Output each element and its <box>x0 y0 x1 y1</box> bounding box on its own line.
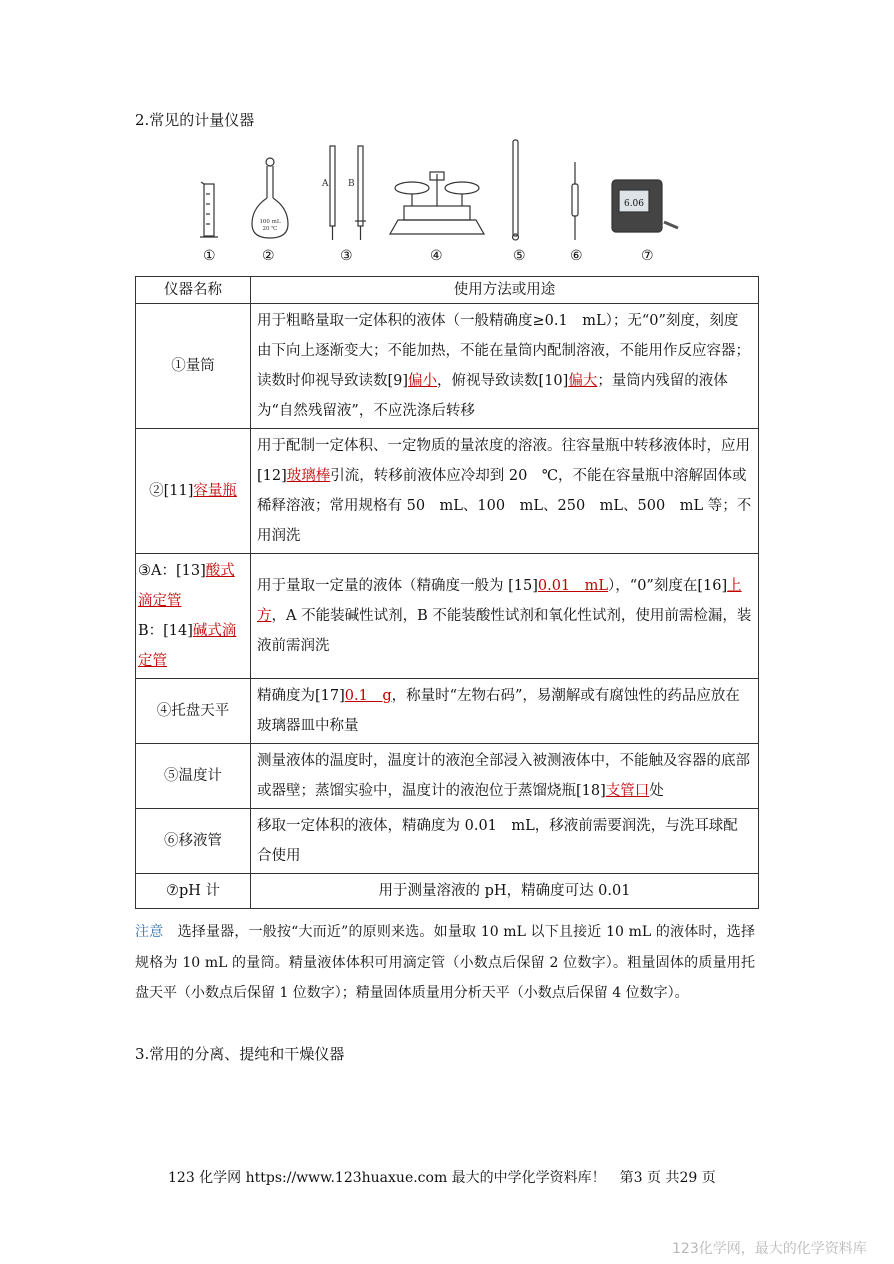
table-header-row <box>136 277 759 304</box>
table-row <box>136 874 759 909</box>
instrument-usage: 用于测量溶液的 pH，精确度可达 0.01 <box>251 874 759 909</box>
burette-b-label: B <box>348 179 355 189</box>
figure-label: ③ <box>340 248 353 264</box>
flask-volume-label: 100 mL <box>259 219 281 225</box>
table-row <box>136 809 759 874</box>
table-row <box>136 679 759 744</box>
flask-temp-label: 20 ℃ <box>262 226 278 232</box>
instrument-usage: 精确度为[17]0.1 g，称量时“左物右码”，易潮解或有腐蚀性的药品应放在玻璃器皿中称量 <box>251 679 759 744</box>
note-paragraph <box>135 917 755 1009</box>
instrument-figure <box>190 136 690 270</box>
figure-label: ④ <box>430 248 443 264</box>
answer-blank: 玻璃棒 <box>286 468 331 484</box>
answer-blank: 偏小 <box>408 373 438 389</box>
header-cell-usage: 使用方法或用途 <box>251 277 759 304</box>
instrument-table <box>135 276 759 909</box>
section-heading: 3.常用的分离、提纯和干燥仪器 <box>135 1045 345 1063</box>
figure-label: ① <box>203 248 216 264</box>
figure-label: ② <box>262 248 275 264</box>
ph-meter-icon <box>612 180 678 232</box>
answer-blank: 偏大 <box>568 373 598 389</box>
figure-label: ⑤ <box>513 248 526 264</box>
answer-blank: 容量瓶 <box>193 483 237 499</box>
answer-blank: 支管口 <box>605 783 650 799</box>
balance-icon <box>390 172 484 234</box>
answer-blank: 0.01 mL <box>537 578 609 594</box>
burette-icon <box>330 146 366 240</box>
header-cell-name: 仪器名称 <box>136 277 251 304</box>
table-row <box>136 744 759 809</box>
instrument-name: ⑥移液管 <box>136 809 251 874</box>
answer-blank: 酸式滴定管 <box>138 563 235 609</box>
instrument-usage: 测量液体的温度时，温度计的液泡全部浸入被测液体中，不能触及容器的底部或器壁；蒸馏实验中，温度计的液泡位于蒸馏烧瓶[18]支管口处 <box>251 744 759 809</box>
watermark: 123化学网，最大的化学资料库 <box>672 1241 867 1257</box>
ph-meter-display: 6.06 <box>623 199 645 209</box>
instrument-usage: 用于配制一定体积、一定物质的量浓度的溶液。往容量瓶中转移液体时，应用[12]玻璃棒引流，转移前液体应冷却到 20 ℃，不能在容量瓶中溶解固体或稀释溶液；常用规格有 50 mL、100 mL、250 mL、500 mL 等；不用润洗 <box>251 429 759 554</box>
burette-a-label: A <box>322 179 329 189</box>
table-row <box>136 554 759 679</box>
answer-blank: 0.1 g <box>344 688 392 704</box>
instrument-name: ⑤温度计 <box>136 744 251 809</box>
instrument-name: ④托盘天平 <box>136 679 251 744</box>
figure-label: ⑥ <box>570 248 583 264</box>
answer-blank: 上方 <box>257 578 742 624</box>
instrument-illustrations <box>190 136 690 246</box>
page-footer: 123 化学网 https://www.123huaxue.com 最大的中学化学资料库！ 第3 页 共29 页 <box>168 1170 716 1186</box>
table-row <box>136 304 759 429</box>
graduated-cylinder-icon <box>200 182 218 237</box>
instrument-usage: 用于量取一定量的液体（精确度一般为 [15]0.01 mL），“0”刻度在[16]上方，A 不能装碱性试剂，B 不能装酸性试剂和氧化性试剂，使用前需检漏，装液前需润洗 <box>251 554 759 679</box>
thermometer-icon <box>513 140 519 240</box>
instrument-name: ②[11]容量瓶 <box>136 429 251 554</box>
table-row <box>136 429 759 554</box>
instrument-name: ①量筒 <box>136 304 251 429</box>
note-text: 选择量器，一般按“大而近”的原则来选。如量取 10 mL 以下且接近 10 mL 的液体时，选择规格为 10 mL 的量筒。精量液体体积可用滴定管（小数点后保留 2 位数字）。粗量固体的质量用托盘天平（小数点后保留 1 位数字）；精量固体质量用分析天平（小数点后保留 4 位数字）。 <box>135 924 755 1001</box>
pipette-icon <box>572 162 578 240</box>
instrument-name: ③A：[13]酸式滴定管 B：[14]碱式滴定管 <box>136 554 251 679</box>
instrument-name: ⑦pH 计 <box>136 874 251 909</box>
note-label: 注意 <box>135 924 164 940</box>
section-heading: 2.常见的计量仪器 <box>135 111 255 129</box>
answer-blank: 碱式滴定管 <box>138 623 237 669</box>
figure-label: ⑦ <box>641 248 654 264</box>
instrument-usage: 用于粗略量取一定体积的液体（一般精确度≥0.1 mL）；无“0”刻度，刻度由下向上逐渐变大；不能加热，不能在量筒内配制溶液，不能用作反应容器；读数时仰视导致读数[9]偏小，俯视导致读数[10]偏大；量筒内残留的液体为“自然残留液”，不应洗涤后转移 <box>251 304 759 429</box>
instrument-usage: 移取一定体积的液体，精确度为 0.01 mL，移液前需要润洗，与洗耳球配合使用 <box>251 809 759 874</box>
